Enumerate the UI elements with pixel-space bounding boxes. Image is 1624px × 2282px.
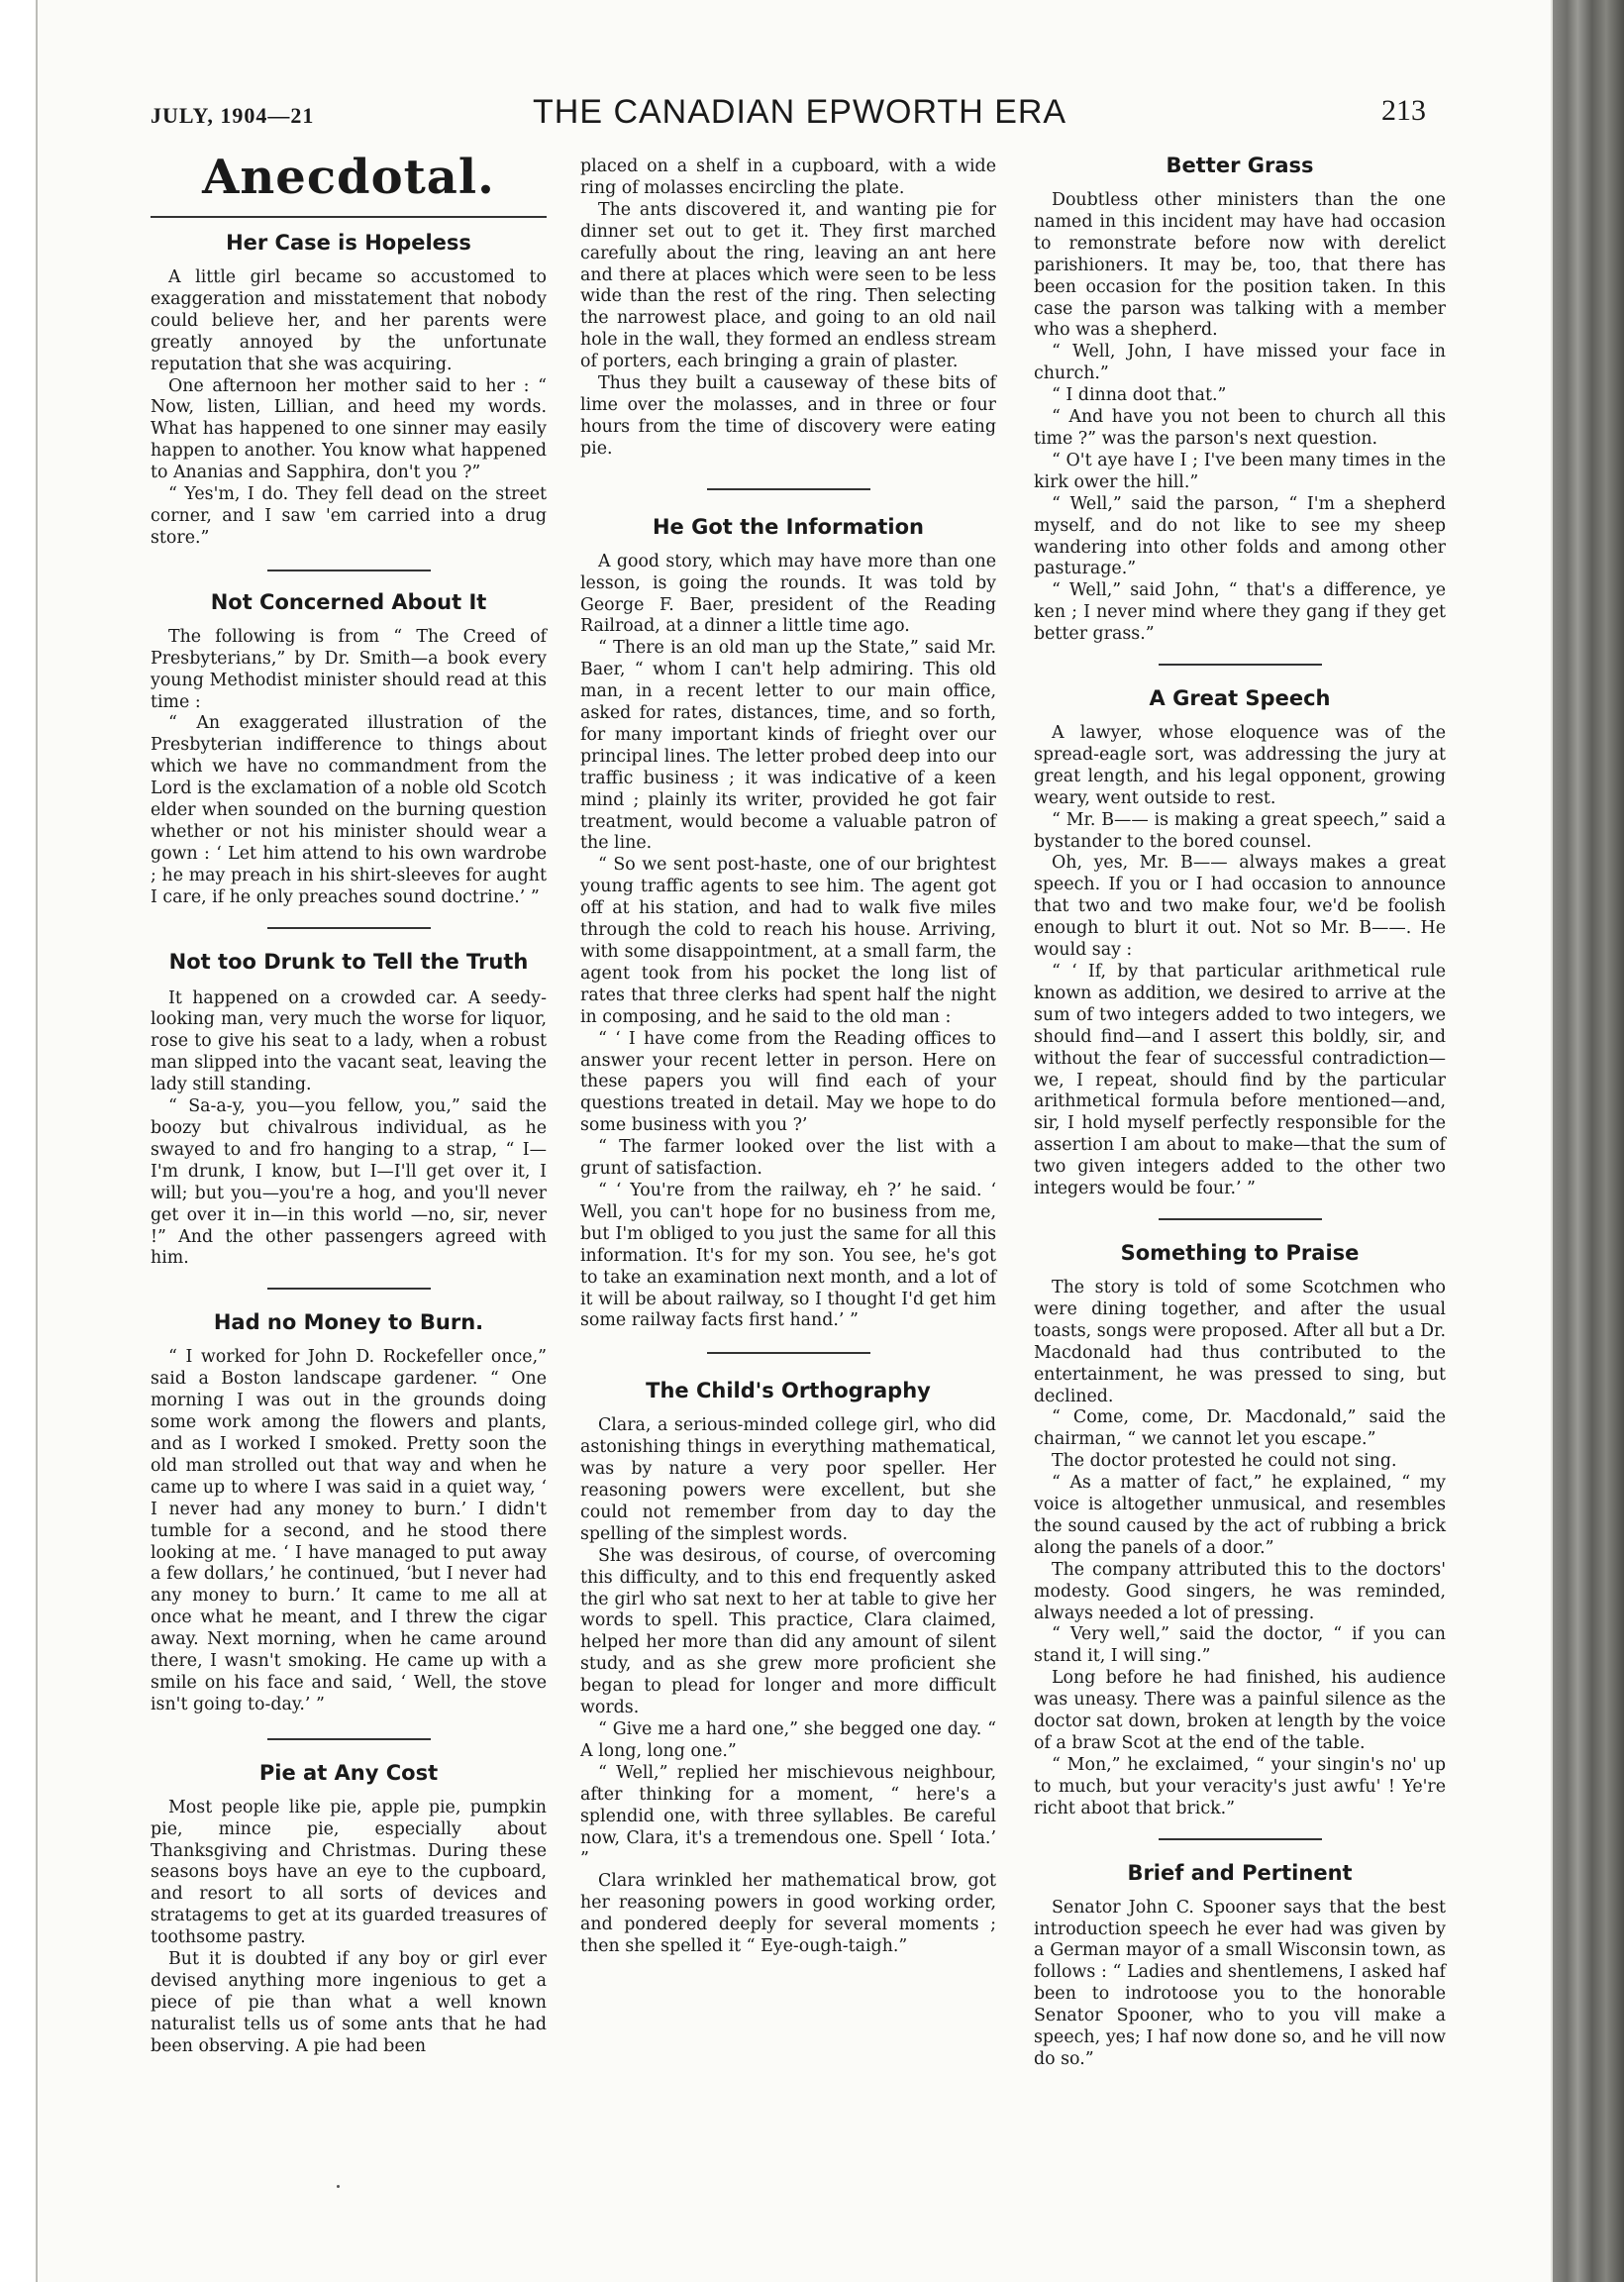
article-paragraph: “ Well,” said the parson, “ I'm a shepherd myself, and do not like to see my sheep wandering into other folds and among other pasturage.” xyxy=(1034,493,1446,579)
article-paragraph: “ There is an old man up the State,” said Mr. Baer, “ whom I can't help admiring. This old man, in a recent letter to our main office, asked for rates, distances, time, and so forth, for many important kinds of frieght over our principal lines. The letter probed deep into our traffic business ; it was indicative of a keen mind ; plainly its writer, provided he got fair treatment, would become a valuable patron of the line. xyxy=(580,638,996,854)
article-paragraph: One afternoon her mother said to her : “ Now, listen, Lillian, and heed my words. What has happened to one sinner may easily happen to another. You know what happened to Ananias and Sapphira, don't you ?” xyxy=(151,375,547,483)
article-paragraph: The doctor protested he could not sing. xyxy=(1052,1451,1397,1472)
article-paragraph: “ ‘ If, by that particular arithmetical rule known as addition, we desired to arrive at the sum of two integers added to two integers, we should find—and I assert this boldly, sir, and without the fear of successful contradiction—we, I repeat, should find by the particular arithmetical formula before mentioned—and, sir, I hold myself perfectly responsible for the assertion I am about to make—that the sum of two given integers added to the other two integers would be four.’ ” xyxy=(1034,962,1446,1199)
article-title: Not Concerned About It xyxy=(210,589,487,614)
column-2 xyxy=(580,156,996,1958)
article-paragraph: A good story, which may have more than one lesson, is going the rounds. It was told by George F. Baer, president of the Reading Railroad, at a dinner a little time ago. xyxy=(580,551,996,637)
article-separator xyxy=(267,1288,431,1290)
running-head-title: THE CANADIAN EPWORTH ERA xyxy=(533,93,1067,131)
article-paragraph: Thus they built a causeway of these bits of lime over the molasses, and in three or four hours from the time of discovery were eating pie. xyxy=(580,373,996,459)
article-paragraph: “ As a matter of fact,” he explained, “ my voice is altogether unmusical, and resembles the sound caused by the act of rubbing a brick along the panels of a door.” xyxy=(1034,1473,1446,1558)
article-paragraph: Clara, a serious-minded college girl, who did astonishing things in everything mathematical, was by nature a very poor speller. Her reasoning powers were excellent, but she could not remember from day to day the spelling of the simplest words. xyxy=(580,1415,996,1544)
article-paragraph: “ ‘ I have come from the Reading offices to answer your recent letter in person. Here on these papers you will find each of your questions treated in detail. May we hope to do some business with you ?’ xyxy=(580,1028,996,1136)
title-rule xyxy=(151,216,547,218)
article-paragraph: “ ‘ You're from the railway, eh ?’ he said. ‘ Well, you can't hope for no business from me, but I'm obliged to you just the same for all this information. It's for my son. You see, he's got to take an examination next month, and a lot of it will be about railway, so I thought I'd get him some railway facts first hand.’ ” xyxy=(580,1180,996,1331)
print-speck xyxy=(337,2185,340,2188)
article-title: Not too Drunk to Tell the Truth xyxy=(168,949,529,974)
article-paragraph: “ Well,” replied her mischievous neighbour, after thinking for a moment, “ here's a splendid one, with three syllables. Be careful now, Clara, it's a tremendous one. Spell ‘ Iota.’ ” xyxy=(580,1762,996,1870)
article-title: He Got the Information xyxy=(652,514,925,539)
article-title: Had no Money to Burn. xyxy=(213,1310,484,1335)
article-paragraph: Doubtless other ministers than the one named in this incident may have had occasion to remonstrate before now with derelict parishioners. It may be, too, that there has been occasion for the position taken. In this case the parson was talking with a member who was a shepherd. xyxy=(1034,190,1446,341)
article-paragraph: The story is told of some Scotchmen who were dining together, and after the usual toasts, songs were proposed. After all but a Dr. Macdonald had thus contributed to the entertainment, he was pressed to sing, but declined. xyxy=(1034,1277,1446,1406)
article-paragraph: The company attributed this to the doctors' modesty. Good singers, he was reminded, always needed a lot of pressing. xyxy=(1034,1559,1446,1623)
article-paragraph: “ Well,” said John, “ that's a difference, ye ken ; I never mind where they gang if they get better grass.” xyxy=(1034,580,1446,645)
article-paragraph: The following is from “ The Creed of Presbyterians,” by Dr. Smith—a book every young Methodist minister should read at this time : xyxy=(151,626,547,712)
article-separator xyxy=(707,1352,870,1354)
article-title: Brief and Pertinent xyxy=(1127,1860,1353,1885)
section-title: Anecdotal. xyxy=(202,150,495,205)
article-paragraph: Clara wrinkled her mathematical brow, got her reasoning powers in good working order, and pondered deeply for several moments ; then she spelled it “ Eye-ough-taigh.” xyxy=(580,1871,996,1957)
article-paragraph: “ And have you not been to church all this time ?” was the parson's next question. xyxy=(1034,407,1446,449)
article-paragraph: “ Mon,” he exclaimed, “ your singin's no' up to much, but your veracity's just awfu' ! Ye're richt aboot that brick.” xyxy=(1034,1754,1446,1818)
article-paragraph: “ Very well,” said the doctor, “ if you can stand it, I will sing.” xyxy=(1034,1624,1446,1667)
article-paragraph: “ I worked for John D. Rockefeller once,” said a Boston landscape gardener. “ One morning I was out in the grounds doing some work among the flowers and plants, and as I worked I smoked. Pretty soon the old man strolled out that way and when he came up to where I was said in a quiet way, ‘ I never had any money to burn.’ I didn't tumble for a second, and he stood there looking at me. ‘ I have managed to put away a few dollars,’ he continued, ‘but I never had any money to burn.’ It came to me all at once what he meant, and I threw the cigar away. Next morning, when he came around there, I wasn't smoking. He came up with a smile on his face and said, ‘ Well, the stove isn't going to-day.’ ” xyxy=(151,1347,547,1714)
article-paragraph: A lawyer, whose eloquence was of the spread-eagle sort, was addressing the jury at great length, and his legal opponent, growing weary, went outside to rest. xyxy=(1034,723,1446,808)
article-paragraph: “ Sa-a-y, you—you fellow, you,” said the boozy but chivalrous individual, as he swayed to and fro hanging to a strap, “ I—I'm drunk, I know, but I—I'll get over it, I will; but you—you're a hog, and you'll never get over it in—in this world —no, sir, never !” And the other passengers agreed with him. xyxy=(151,1096,547,1269)
article-paragraph: placed on a shelf in a cupboard, with a wide ring of molasses encircling the plate. xyxy=(580,156,996,198)
article-paragraph: Most people like pie, apple pie, pumpkin pie, mince pie, especially about Thanksgiving and Christmas. During these seasons boys have an eye to the cupboard, and resort to all sorts of devices and stratagems to get at its guarded treasures of toothsome pastry. xyxy=(151,1797,547,1948)
article-paragraph: “ Well, John, I have missed your face in church.” xyxy=(1034,342,1446,384)
book-page-edge xyxy=(1553,0,1624,2282)
article-title: A Great Speech xyxy=(1149,686,1331,711)
page-number: 213 xyxy=(1381,94,1426,127)
article-paragraph: The ants discovered it, and wanting pie for dinner set out to get it. They first marched carefully about the ring, leaving an ant here and there at places which were seen to be less wide than the rest of the ring. Then selecting the narrowest place, and going to an old nail hole in the wall, they formed an endless stream of porters, each bringing a grain of plaster. xyxy=(580,199,996,372)
article-separator xyxy=(1159,1218,1322,1220)
article-paragraph: “ An exaggerated illustration of the Presbyterian indifference to things about which we have no commandment from the Lord is the exclamation of a noble old Scotch elder when sounded on the burning question whether or not his minister should wear a gown : ‘ Let him attend to his own wardrobe ; he may preach in his shirt-sleeves for aught I care, if he only preaches sound doctrine.’ ” xyxy=(151,713,547,907)
article-paragraph: Oh, yes, Mr. B—— always makes a great speech. If you or I had occasion to announce that two and two make four, we'd be foolish enough to blurt it out. Not so Mr. B——. He would say : xyxy=(1034,853,1446,961)
article-paragraph: “ The farmer looked over the list with a grunt of satisfaction. xyxy=(580,1137,996,1180)
article-title: Better Grass xyxy=(1166,154,1314,177)
article-paragraph: She was desirous, of course, of overcoming this difficulty, and to this end frequently asked the girl who sat next to her at table to give her words to spell. This practice, Clara claimed, helped her more than did any amount of silent study, and as she grew more proficient she began to plead for longer and more difficult words. xyxy=(580,1545,996,1718)
article-separator xyxy=(1159,664,1322,666)
article-paragraph: “ Yes'm, I do. They fell dead on the street corner, and I saw 'em carried into a drug store.” xyxy=(151,484,547,548)
article-paragraph: “ Come, come, Dr. Macdonald,” said the chairman, “ we cannot let you escape.” xyxy=(1034,1407,1446,1450)
article-paragraph: “ O't aye have I ; I've been many times in the kirk ower the hill.” xyxy=(1034,450,1446,492)
article-paragraph: “ I dinna doot that.” xyxy=(1052,385,1227,406)
article-title: Her Case is Hopeless xyxy=(226,231,471,255)
article-title: Pie at Any Cost xyxy=(258,1760,439,1785)
article-paragraph: A little girl became so accustomed to exaggeration and misstatement that nobody could believe her, and her parents were greatly annoyed by the unfortunate reputation that she was acquiring. xyxy=(151,267,547,374)
article-title: Something to Praise xyxy=(1120,1240,1360,1265)
article-separator xyxy=(267,927,431,929)
article-paragraph: “ Mr. B—— is making a great speech,” said a bystander to the bored counsel. xyxy=(1034,809,1446,852)
article-separator xyxy=(707,488,870,490)
article-paragraph: But it is doubted if any boy or girl ever devised anything more ingenious to get a piece of pie than what a well known naturalist tells us of some ants that he had been observing. A pie had been xyxy=(151,1949,547,2056)
article-paragraph: Long before he had finished, his audience was uneasy. There was a painful silence as the doctor sat down, broken at length by the voice of a braw Scot at the end of the table. xyxy=(1034,1668,1446,1753)
article-paragraph: “ Give me a hard one,” she begged one day. “ A long, long one.” xyxy=(580,1719,996,1761)
running-head-date: JULY, 1904—21 xyxy=(151,103,315,128)
column-1 xyxy=(151,149,547,2058)
article-separator xyxy=(267,1738,431,1740)
article-paragraph: “ So we sent post-haste, one of our brightest young traffic agents to see him. The agent got off at his station, and had to walk five miles through the cold to reach his house. Arriving, with some disappointment, at a small farm, the agent took from his pocket the long list of rates that three clerks had spent half the night in composing, and he said to the old man : xyxy=(580,855,996,1027)
article-separator xyxy=(1159,1838,1322,1840)
article-title: The Child's Orthography xyxy=(646,1379,931,1403)
column-3 xyxy=(1034,149,1446,2071)
article-paragraph: It happened on a crowded car. A seedy-looking man, very much the worse for liquor, rose to give his seat to a lady, when a robust man slipped into the vacant seat, leaving the lady still standing. xyxy=(151,987,547,1095)
article-separator xyxy=(267,570,431,571)
article-paragraph: Senator John C. Spooner says that the best introduction speech he ever had was given by a German mayor of a small Wisconsin town, as follows : “ Ladies and shentlemens, I asked haf been to indrotoose you to the honorable Senator Spooner, who to you vill make a speech, yes; I haf now done so, and he vill now do so.” xyxy=(1034,1897,1446,2069)
